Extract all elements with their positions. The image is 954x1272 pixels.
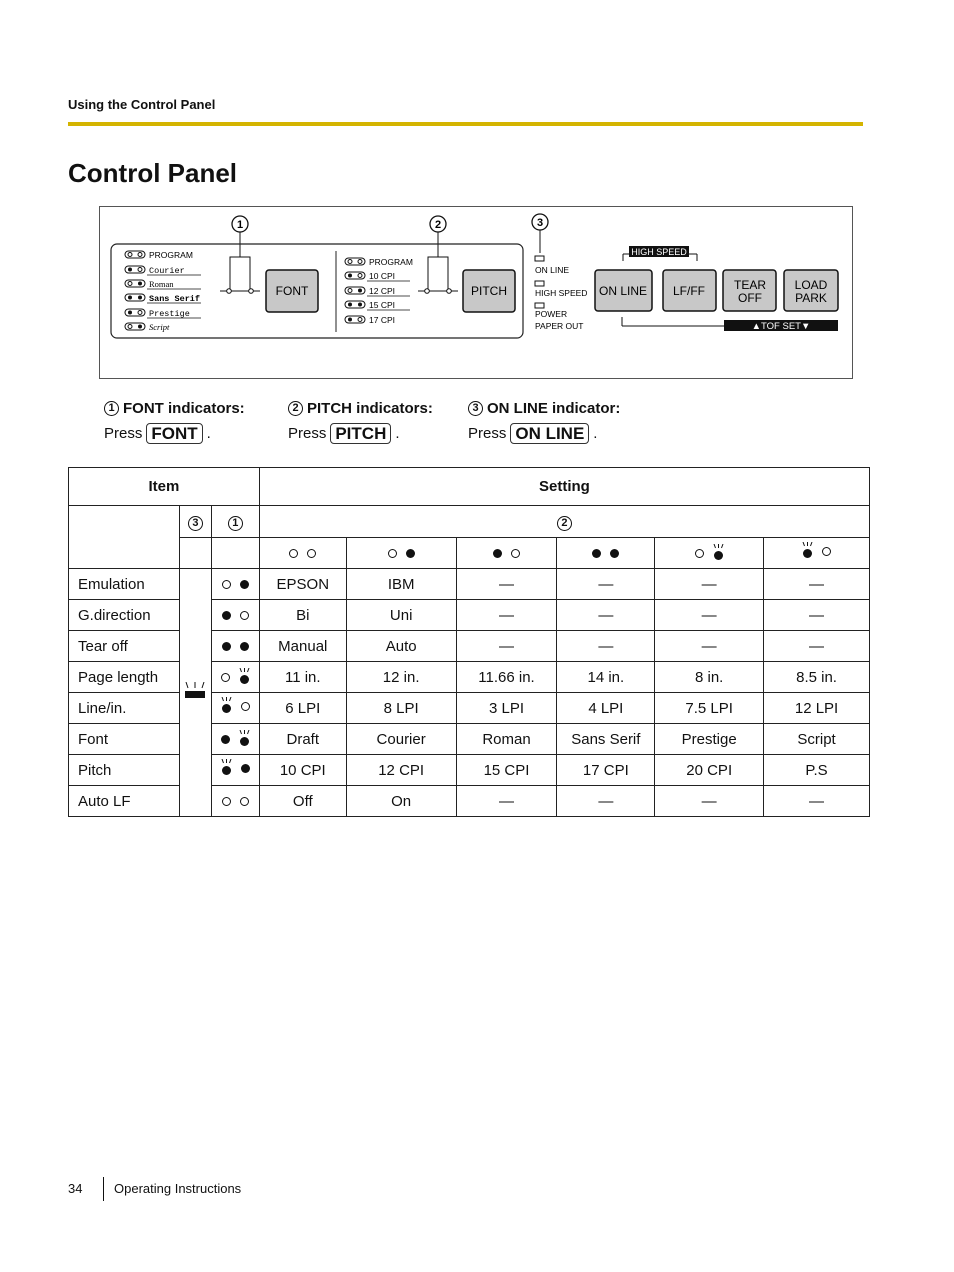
blinking-led-icon [221,698,232,714]
indicator-pair [695,545,724,561]
setting-value: P.S [764,755,870,786]
svg-text:TEAR: TEAR [733,278,767,292]
pitch-column-marker: 2 [557,516,572,531]
setting-value: IBM [346,569,456,600]
setting-value: 3 LPI [456,693,557,724]
led-off-icon [289,549,298,558]
blinking-led-icon [239,669,250,685]
tear-off-button[interactable] [723,270,776,311]
online-state-cell [179,569,211,817]
svg-text:OFF: OFF [738,291,762,305]
pitch-state-cell [346,538,456,569]
svg-text:HIGH SPEED: HIGH SPEED [631,247,687,257]
led-off-icon [222,797,231,806]
svg-text:PAPER OUT: PAPER OUT [535,321,584,331]
setting-value: — [456,786,557,817]
indicator-pair [222,580,249,589]
setting-value: 7.5 LPI [655,693,764,724]
item-label: G.direction [69,600,180,631]
setting-value: Off [259,786,346,817]
font-state-cell [211,724,259,755]
indicator-pair [802,543,831,559]
indicator-pair [222,797,249,806]
pitch-state-cell [259,538,346,569]
setting-value: Manual [259,631,346,662]
setting-value: Uni [346,600,456,631]
setting-value: — [456,569,557,600]
pitch-indicators-desc: 2 PITCH indicators: Press PITCH . [288,400,433,443]
setting-value: — [557,631,655,662]
setting-value: 11 in. [259,662,346,693]
setting-value: — [655,631,764,662]
setting-value: — [764,631,870,662]
settings-table [68,467,870,817]
led-on-icon [592,549,601,558]
lf-ff-button[interactable] [663,270,716,311]
led-on-icon [241,764,250,773]
led-on-icon [221,735,230,744]
svg-text:HIGH SPEED: HIGH SPEED [535,288,588,298]
on-line-button[interactable] [595,270,652,311]
callout-number: 2 [288,401,303,416]
setting-value: 11.66 in. [456,662,557,693]
led-on-icon [222,611,231,620]
setting-value: 8 LPI [346,693,456,724]
item-header: Item [69,468,260,506]
load-park-button[interactable] [784,270,838,311]
setting-value: 8 in. [655,662,764,693]
setting-value: — [655,786,764,817]
svg-text:PROGRAM: PROGRAM [369,257,413,267]
callout-1 [232,216,248,257]
indicator-pair [221,760,250,776]
setting-value: — [456,631,557,662]
pitch-state-row [69,538,870,569]
setting-value: Sans Serif [557,724,655,755]
header-rule [68,122,863,126]
control-panel-figure [99,206,853,379]
svg-text:POWER: POWER [535,309,568,319]
font-button[interactable] [266,270,318,312]
indicator-pair [222,642,249,651]
blinking-led-icon [802,543,813,559]
font-state-cell [211,755,259,786]
setting-value: 12 LPI [764,693,870,724]
indicator-pair [221,669,250,685]
high-speed-tag [623,246,697,261]
setting-value: EPSON [259,569,346,600]
svg-text:ON LINE: ON LINE [535,265,570,275]
pitch-state-cell [764,538,870,569]
led-off-icon [221,673,230,682]
led-off-icon [511,549,520,558]
indicator-pair [592,549,619,558]
pitch-indicator-list [345,257,413,325]
blank-cell [69,506,180,569]
svg-text:LOAD: LOAD [794,278,828,292]
callout-3 [532,214,548,253]
pitch-state-cell [557,538,655,569]
svg-text:PARK: PARK [795,291,827,305]
svg-text:Courier: Courier [149,266,185,276]
pitch-key: PITCH [330,423,391,444]
item-label: Line/in. [69,693,180,724]
setting-value: Auto [346,631,456,662]
setting-header: Setting [259,468,869,506]
online-blinking-icon [183,682,207,700]
callout-2 [430,216,446,257]
setting-value: 6 LPI [259,693,346,724]
font-state-cell [211,693,259,724]
led-off-icon [695,549,704,558]
setting-value: — [655,569,764,600]
setting-value: — [764,600,870,631]
led-on-icon [240,642,249,651]
setting-value: 17 CPI [557,755,655,786]
setting-value: On [346,786,456,817]
callout-number: 1 [104,401,119,416]
online-column-marker: 3 [188,516,203,531]
setting-value: Script [764,724,870,755]
table-row [69,569,870,600]
setting-value: 12 in. [346,662,456,693]
pitch-indicator-bracket [418,257,458,293]
indicator-pair [221,698,250,714]
setting-value: Prestige [655,724,764,755]
svg-text:Script: Script [149,322,170,332]
online-indicator-desc: 3 ON LINE indicator: Press ON LINE . [468,400,621,443]
font-key: FONT [146,423,202,444]
svg-text:▲TOF SET▼: ▲TOF SET▼ [751,321,811,332]
led-off-icon [822,547,831,556]
led-on-icon [493,549,502,558]
setting-value: — [764,786,870,817]
font-indicator-list [125,250,201,332]
led-off-icon [388,549,397,558]
setting-value: 14 in. [557,662,655,693]
svg-text:Roman: Roman [149,279,174,289]
on-line-key: ON LINE [510,423,589,444]
setting-value: 15 CPI [456,755,557,786]
led-off-icon [241,702,250,711]
svg-text:Prestige: Prestige [149,309,190,319]
font-column-marker: 1 [228,516,243,531]
blinking-led-icon [713,545,724,561]
svg-text:PROGRAM: PROGRAM [149,250,193,260]
led-off-icon [307,549,316,558]
blinking-led-icon [239,731,250,747]
setting-value: 20 CPI [655,755,764,786]
font-state-cell [211,600,259,631]
indicator-pair [388,549,415,558]
svg-text:Sans Serif: Sans Serif [149,294,201,304]
indicator-pair [289,549,316,558]
footer-divider [103,1177,104,1201]
led-off-icon [240,797,249,806]
pitch-state-cell [456,538,557,569]
led-off-icon [222,580,231,589]
setting-value: Draft [259,724,346,755]
svg-text:10 CPI: 10 CPI [369,271,395,281]
setting-value: Roman [456,724,557,755]
svg-text:17 CPI: 17 CPI [369,315,395,325]
led-on-icon [406,549,415,558]
svg-text:ON LINE: ON LINE [598,284,648,298]
page-title: Control Panel [68,158,238,188]
setting-value: 12 CPI [346,755,456,786]
svg-text:PITCH: PITCH [471,284,507,298]
item-label: Page length [69,662,180,693]
pitch-state-cell [655,538,764,569]
svg-text:FONT: FONT [275,284,309,298]
font-state-cell [211,662,259,693]
item-label: Emulation [69,569,180,600]
setting-value: — [557,786,655,817]
font-indicators-desc: 1 FONT indicators: Press FONT . [104,400,245,443]
svg-text:LF/FF: LF/FF [673,284,705,298]
pitch-button[interactable] [463,270,515,312]
led-on-icon [240,580,249,589]
svg-text:12 CPI: 12 CPI [369,286,395,296]
font-state-cell [211,786,259,817]
setting-value: — [557,600,655,631]
item-label: Auto LF [69,786,180,817]
indicator-pair [222,611,249,620]
footer-text: Operating Instructions [114,1181,242,1196]
setting-value: — [456,600,557,631]
callout-number: 3 [468,401,483,416]
item-label: Tear off [69,631,180,662]
blinking-led-icon [221,760,232,776]
setting-value: 4 LPI [557,693,655,724]
setting-value: — [655,600,764,631]
indicator-pair [221,731,250,747]
setting-value: 8.5 in. [764,662,870,693]
font-state-cell [211,569,259,600]
svg-text:15 CPI: 15 CPI [369,300,395,310]
svg-text:1: 1 [236,219,244,231]
indicator-pair [493,549,520,558]
page-number: 34 [68,1181,83,1196]
led-on-icon [222,642,231,651]
svg-text:2: 2 [434,219,442,231]
font-indicator-bracket [220,257,260,293]
font-state-cell [211,631,259,662]
led-off-icon [240,611,249,620]
section-header: Using the Control Panel [68,97,216,112]
setting-value: 10 CPI [259,755,346,786]
setting-value: Courier [346,724,456,755]
svg-text:3: 3 [536,217,544,229]
tof-set-tag [622,317,838,332]
setting-value: — [557,569,655,600]
item-label: Font [69,724,180,755]
status-indicators [535,256,587,331]
item-label: Pitch [69,755,180,786]
led-on-icon [610,549,619,558]
setting-value: — [764,569,870,600]
setting-value: Bi [259,600,346,631]
